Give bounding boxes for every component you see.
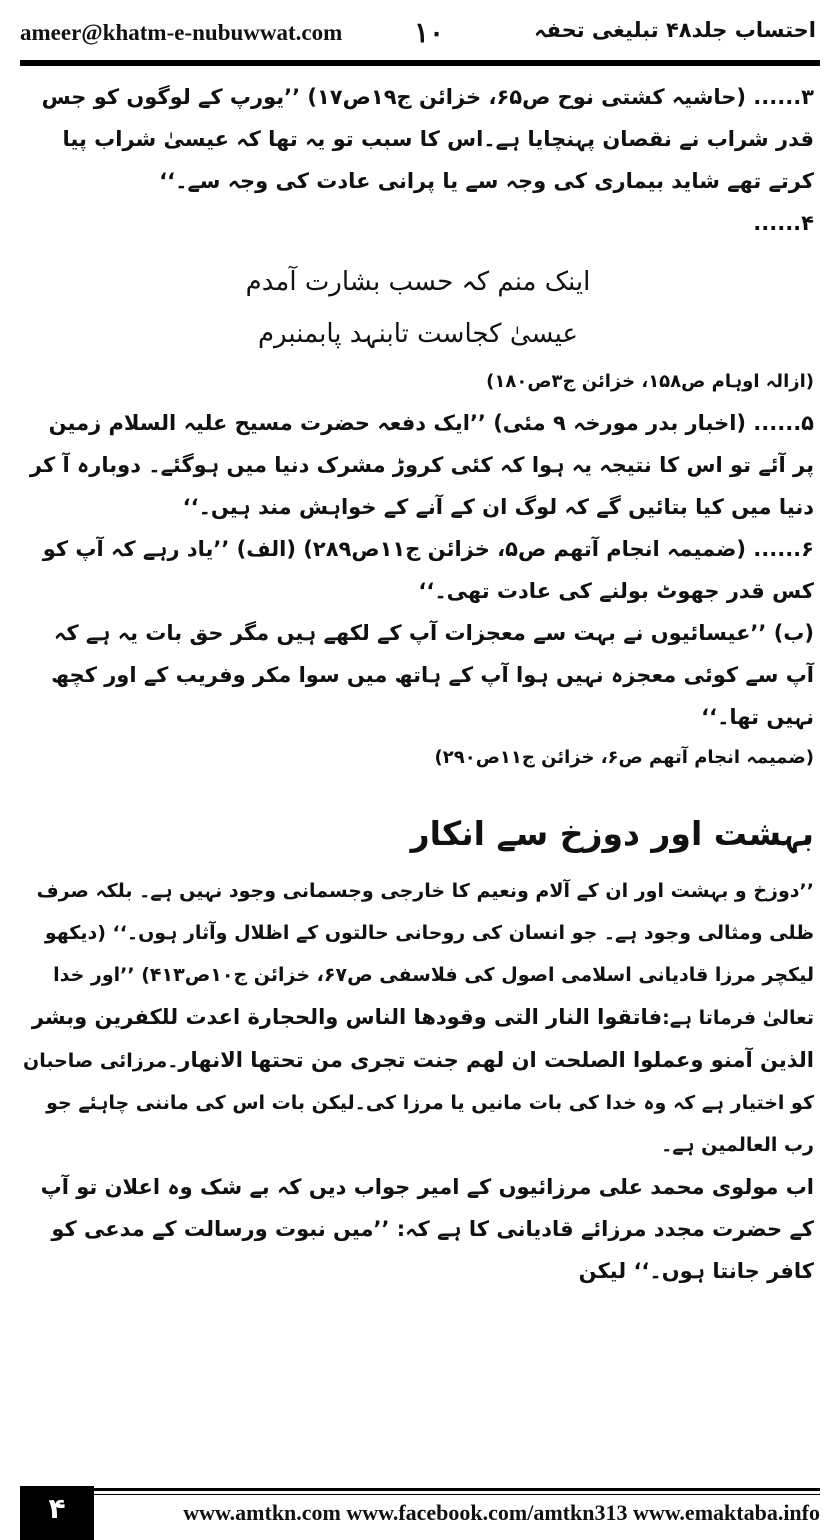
closing-paragraph: اب مولوی محمد علی مرزائیوں کے امیر جواب دیں کہ بے شک وہ اعلان تو آپ کے حضرت مجدد مرزائے قادیانی کا ہے کہ: ’’میں نبوت ورسالت کے مدعی کو کافر جانتا ہوں۔‘‘ لیکن	[40, 1175, 814, 1283]
page-body	[22, 76, 814, 1292]
item-4: ۴......	[753, 211, 814, 235]
header-rule	[20, 60, 820, 66]
footer-links[interactable]: www.amtkn.com www.facebook.com/amtkn313 www.emaktaba.info	[183, 1500, 820, 1525]
header-book-title: احتساب جلد۴۸ تبلیغی تحفہ	[534, 18, 816, 42]
page-header	[12, 14, 828, 50]
couplet-line-1: اینک منم کہ حسب بشارت آمدم	[245, 267, 591, 297]
item-6-b: (ب) ’’عیسائیوں نے بہت سے معجزات آپ کے لکھے ہیں مگر حق بات یہ ہے کہ آپ سے کوئی معجزہ نہیں ہوا آپ کے ہاتھ میں سوا مکر وفریب کے اور کچھ نہیں تھا۔‘‘	[51, 621, 814, 729]
reference-item-4: (ازالہ اوہام ص۱۵۸، خزائن ج۳ص۱۸۰)	[486, 371, 814, 392]
footer-page-box	[20, 1486, 94, 1540]
quote-text: ’’دوزخ و بہشت اور ان کے آلام ونعیم کا خارجی وجسمانی وجود نہیں ہے۔ بلکہ صرف ظلی ومثالی وجود ہے۔ جو انسان کی روحانی حالتوں کے اظلال وآثار ہوں۔‘‘ (دیکھو لیکچر مرزا قادیانی اسلامی اصول کی فلاسفی ص۶۷، خزائن ج۱۰ص۴۱۳) ’’اور خدا تعالیٰ فرماتا ہے:	[36, 880, 814, 1029]
couplet-line-2: عیسیٰ کجاست تابنہد پابمنبرم	[257, 319, 579, 349]
reference-item-6: (ضمیمہ انجام آتھم ص۶، خزائن ج۱۱ص۲۹۰)	[434, 747, 814, 768]
persian-couplet	[22, 256, 814, 360]
footer-page-number: ۴	[48, 1492, 66, 1525]
section-quote	[22, 870, 814, 1166]
section-heading: بہشت اور دوزخ سے انکار	[410, 814, 814, 853]
item-6: ۶...... (ضمیمہ انجام آتھم ص۵، خزائن ج۱۱ص۲۸۹) (الف) ’’یاد رہے کہ آپ کو کس قدر جھوٹ بولنے کی عادت تھی۔‘‘	[42, 537, 814, 603]
footer-rule	[20, 1488, 820, 1491]
item-5: ۵...... (اخبار بدر مورخہ ۹ مئی) ’’ایک دفعہ حضرت مسیح علیہ السلام زمین پر آئے تو اس کا نتیجہ یہ ہوا کہ کئی کروڑ مشرک دنیا میں ہوگئے۔ دوبارہ آ کر دنیا میں کیا بتائیں گے کہ لوگ ان کے آنے کے خواہش مند ہیں۔‘‘	[29, 411, 814, 519]
item-3: ۳...... (حاشیہ کشتی نوح ص۶۵، خزائن ج۱۹ص۱۷) ’’یورپ کے لوگوں کو جس قدر شراب نے نقصان پہنچایا ہے۔اس کا سبب تو یہ تھا کہ عیسیٰ شراب پیا کرتے تھے شاید بیماری کی وجہ سے یا پرانی عادت کی وجہ سے۔‘‘	[41, 85, 814, 193]
quote-conclusion: ۔مرزائی صاحبان کو اختیار ہے کہ وہ خدا کی بات مانیں یا مرزا کی۔لیکن بات اس کی ماننی چاہئے جو رب العالمین ہے۔	[22, 1050, 814, 1156]
footer-rule-thin	[20, 1494, 820, 1495]
header-page-number: ۱۰	[414, 18, 445, 49]
header-email: ameer@khatm-e-nubuwwat.com	[20, 20, 343, 45]
quran-verse: فاتقوا النار التی وقودها الناس والحجارة اعدت للکفرین وبشر الذین آمنو وعملوا الصلحت ان لهم جنت تجری من تحتها الانهار	[31, 1005, 814, 1072]
